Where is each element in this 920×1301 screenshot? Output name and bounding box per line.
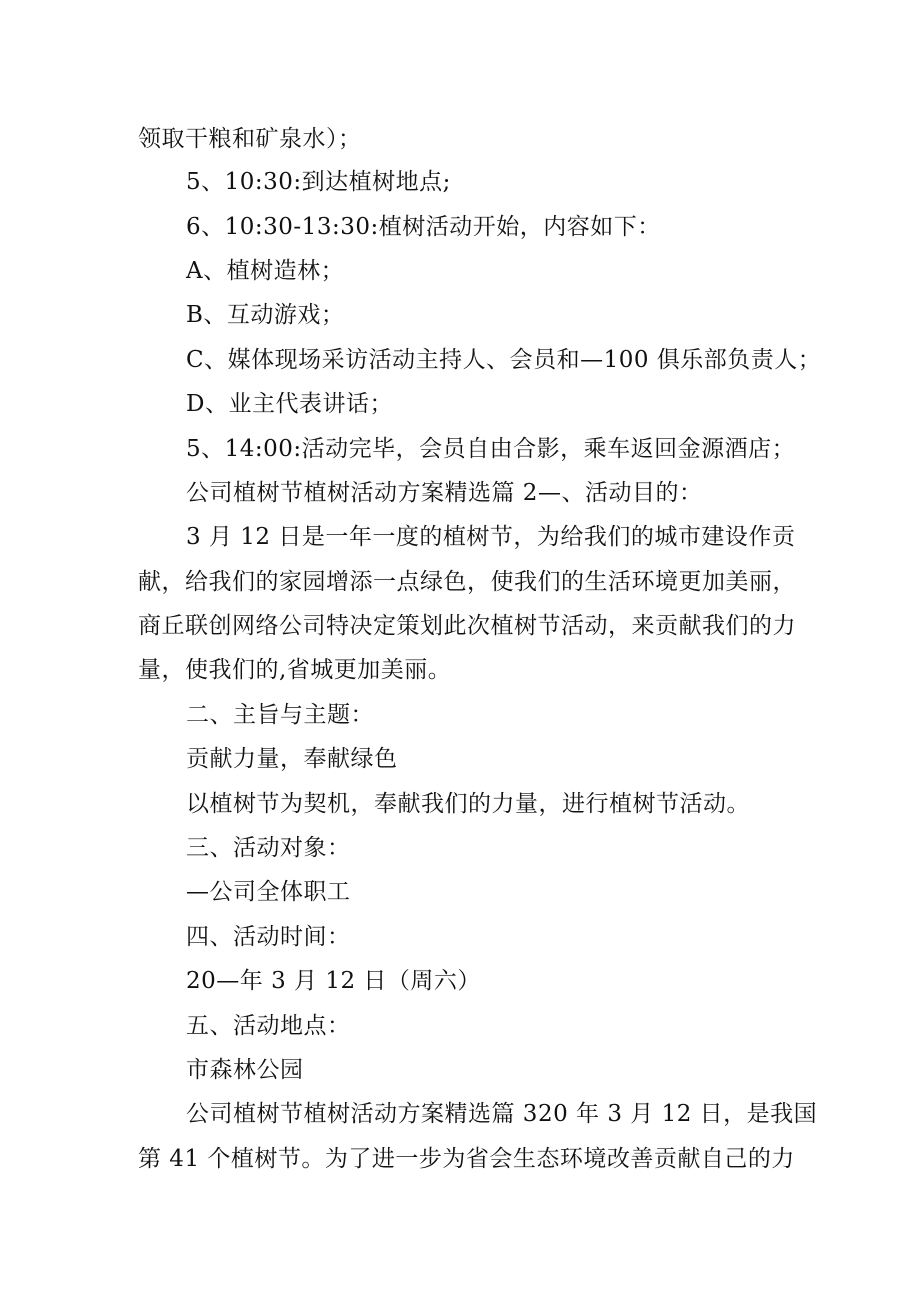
section-heading: 二、主旨与主题：	[186, 702, 374, 728]
text-line: —公司全体职工	[186, 879, 351, 905]
text-line: 3 月 12 日是一年一度的植树节，为给我们的城市建设作贡	[186, 524, 796, 550]
text-line: 量，使我们的,省城更加美丽。	[138, 657, 452, 683]
text-line: D、业主代表讲话；	[186, 391, 393, 417]
text-line: 领取干粮和矿泉水）；	[138, 126, 362, 152]
text-line: 20—年 3 月 12 日（周六）	[186, 968, 481, 994]
text-line: 第 41 个植树节。为了进一步为省会生态环境改善贡献自己的力	[138, 1146, 795, 1172]
section-heading: 公司植树节植树活动方案精选篇 2—、活动目的：	[186, 480, 703, 506]
text-line: B、互动游戏；	[186, 302, 345, 328]
section-heading: 五、活动地点：	[186, 1013, 351, 1039]
text-line: 5、10:30:到达植树地点;	[186, 169, 451, 195]
text-line: 贡献力量，奉献绿色	[186, 746, 398, 772]
text-line: C、媒体现场采访活动主持人、会员和—100 俱乐部负责人；	[186, 347, 822, 373]
text-line: 献，给我们的家园增添一点绿色，使我们的生活环境更加美丽，	[138, 569, 796, 595]
text-line: 市森林公园	[186, 1057, 304, 1083]
section-heading: 四、活动时间：	[186, 924, 351, 950]
text-line: 6、10:30-13:30:植树活动开始，内容如下：	[186, 214, 661, 240]
section-heading: 三、活动对象：	[186, 835, 351, 861]
text-line: 以植树节为契机，奉献我们的力量，进行植树节活动。	[186, 791, 750, 817]
text-line: 5、14:00:活动完毕，会员自由合影，乘车返回金源酒店；	[186, 436, 796, 462]
text-line: 商丘联创网络公司特决定策划此次植树节活动，来贡献我们的力	[138, 613, 796, 639]
text-line: A、植树造林；	[186, 258, 345, 284]
text-line: 公司植树节植树活动方案精选篇 320 年 3 月 12 日，是我国	[186, 1101, 818, 1127]
